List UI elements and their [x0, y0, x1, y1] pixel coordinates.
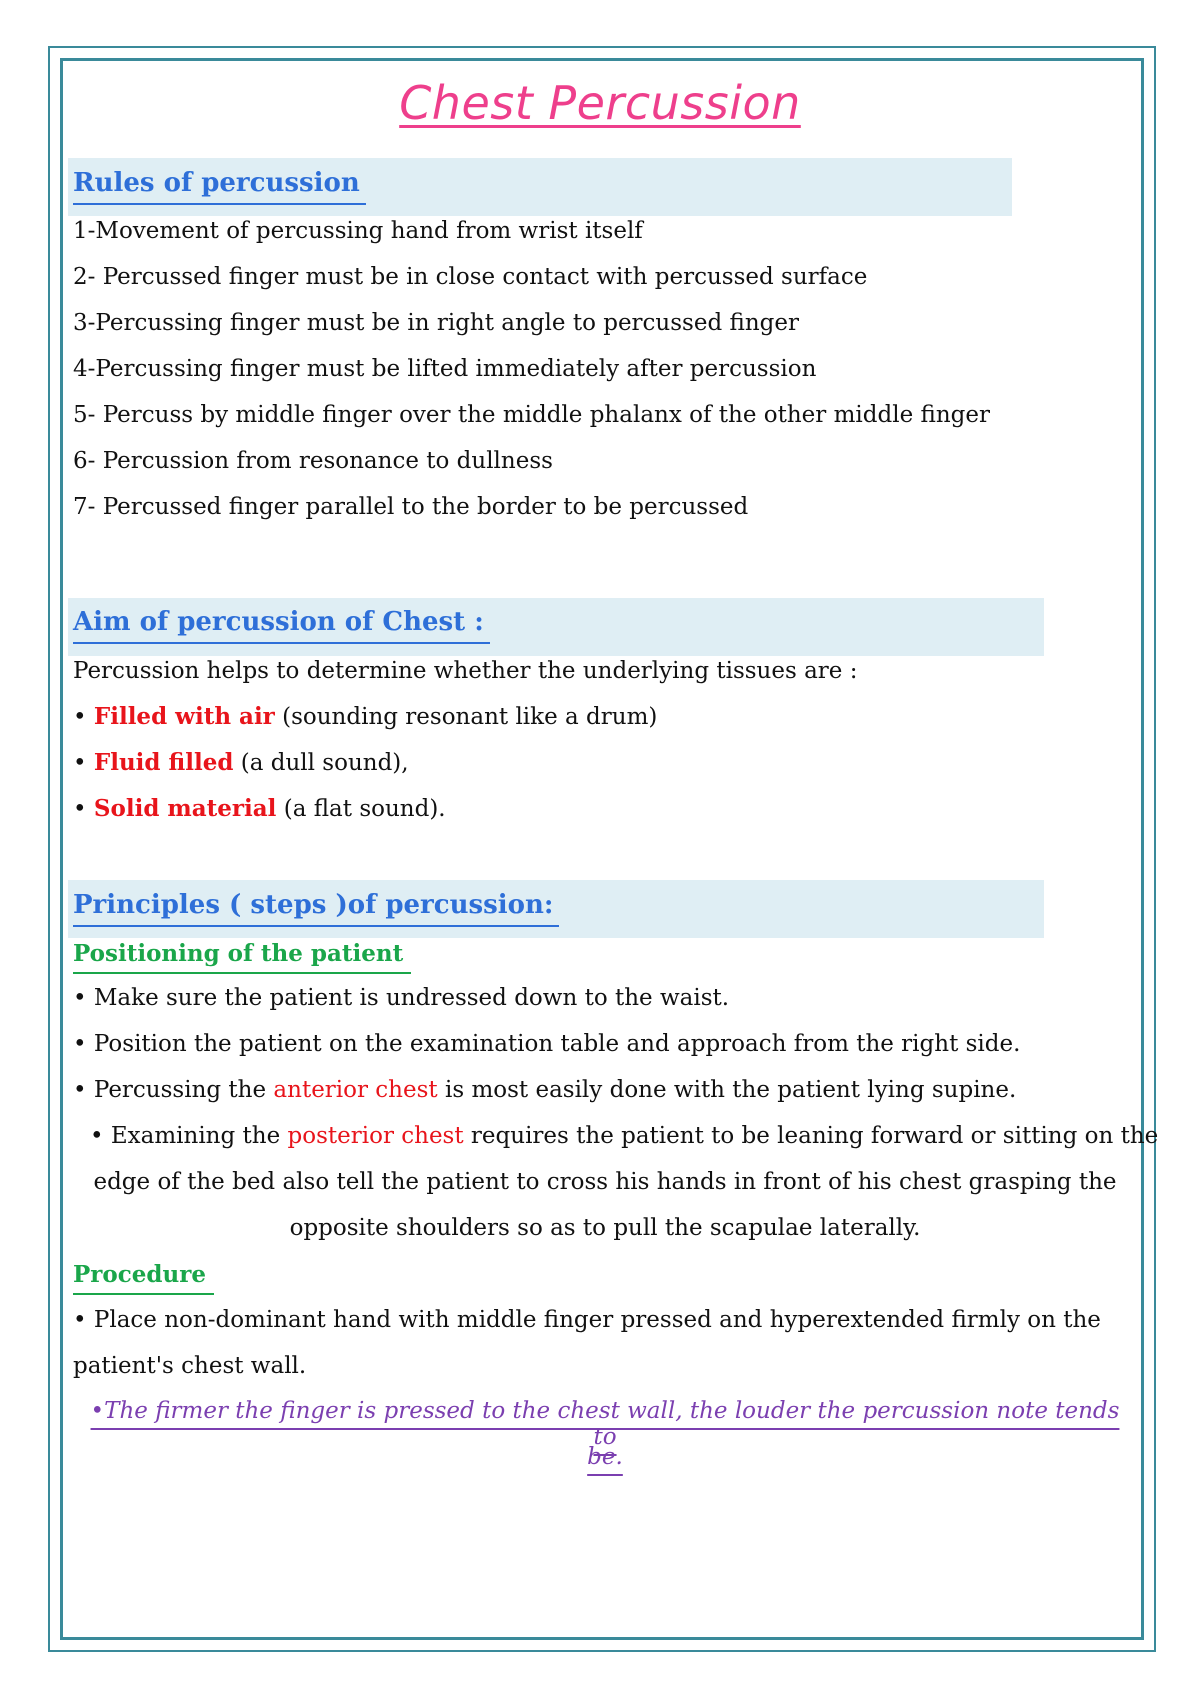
procedure-line: patient's chest wall.: [73, 1353, 307, 1379]
positioning-line: edge of the bed also tell the patient to cross his hands in front of his chest grasping the: [93, 1169, 1117, 1195]
aim-intro: Percussion helps to determine whether the underlying tissues are :: [73, 658, 858, 684]
aim-term: Solid material: [93, 795, 277, 822]
aim-term: Fluid filled: [93, 749, 234, 776]
note-text: •The firmer the finger is pressed to the chest wall, the louder the percussion note tends to: [90, 1398, 1120, 1450]
aim-bullet: [73, 704, 657, 730]
rule-item: 7- Percussed finger parallel to the border to be percussed: [73, 494, 749, 520]
positioning-heading: Positioning of the patient: [73, 942, 411, 974]
page-title: Chest Percussion: [399, 76, 801, 130]
aim-bullet: [73, 796, 446, 822]
bullet-mark: •: [73, 704, 94, 730]
aim-desc: (sounding resonant like a drum): [274, 704, 658, 730]
positioning-line: • Make sure the patient is undressed down to the waist.: [73, 985, 730, 1011]
aim-bullet: [73, 750, 409, 776]
aim-term: Filled with air: [93, 703, 275, 730]
procedure-heading: Procedure: [73, 1263, 214, 1295]
rule-item: 6- Percussion from resonance to dullness: [73, 448, 553, 474]
rule-item: 4-Percussing finger must be lifted immediately after percussion: [73, 356, 817, 382]
positioning-line: [73, 1077, 1016, 1103]
posterior-chest-term: posterior chest: [287, 1123, 464, 1149]
text-run: • Examining the: [90, 1123, 288, 1149]
positioning-line: [90, 1123, 1159, 1149]
rule-item: 5- Percuss by middle finger over the middle phalanx of the other middle finger: [73, 402, 990, 428]
note-text: be.: [587, 1444, 623, 1470]
aim-heading: Aim of percussion of Chest :: [73, 609, 490, 644]
rule-item: 1-Movement of percussing hand from wrist itself: [73, 218, 643, 244]
anterior-chest-term: anterior chest: [273, 1077, 438, 1103]
aim-desc: (a dull sound),: [233, 750, 409, 776]
rule-item: 2- Percussed finger must be in close contact with percussed surface: [73, 264, 868, 290]
text-run: requires the patient to be leaning forward or sitting on the: [463, 1123, 1159, 1149]
text-run: • Percussing the: [73, 1077, 274, 1103]
rule-item: 3-Percussing finger must be in right angle to percussed finger: [73, 310, 799, 336]
text-run: is most easily done with the patient lying supine.: [437, 1077, 1017, 1103]
positioning-line: • Position the patient on the examination table and approach from the right side.: [73, 1031, 1021, 1057]
positioning-line: opposite shoulders so as to pull the scapulae laterally.: [289, 1215, 921, 1241]
procedure-line: • Place non-dominant hand with middle finger pressed and hyperextended firmly on the: [73, 1307, 1101, 1333]
bullet-mark: •: [73, 750, 94, 776]
principles-heading: Principles ( steps )of percussion:: [73, 892, 559, 927]
rules-heading: Rules of percussion: [73, 170, 366, 205]
aim-desc: (a flat sound).: [276, 796, 446, 822]
procedure-note: [90, 1398, 1120, 1450]
bullet-mark: •: [73, 796, 94, 822]
procedure-note-end: [90, 1444, 1120, 1470]
